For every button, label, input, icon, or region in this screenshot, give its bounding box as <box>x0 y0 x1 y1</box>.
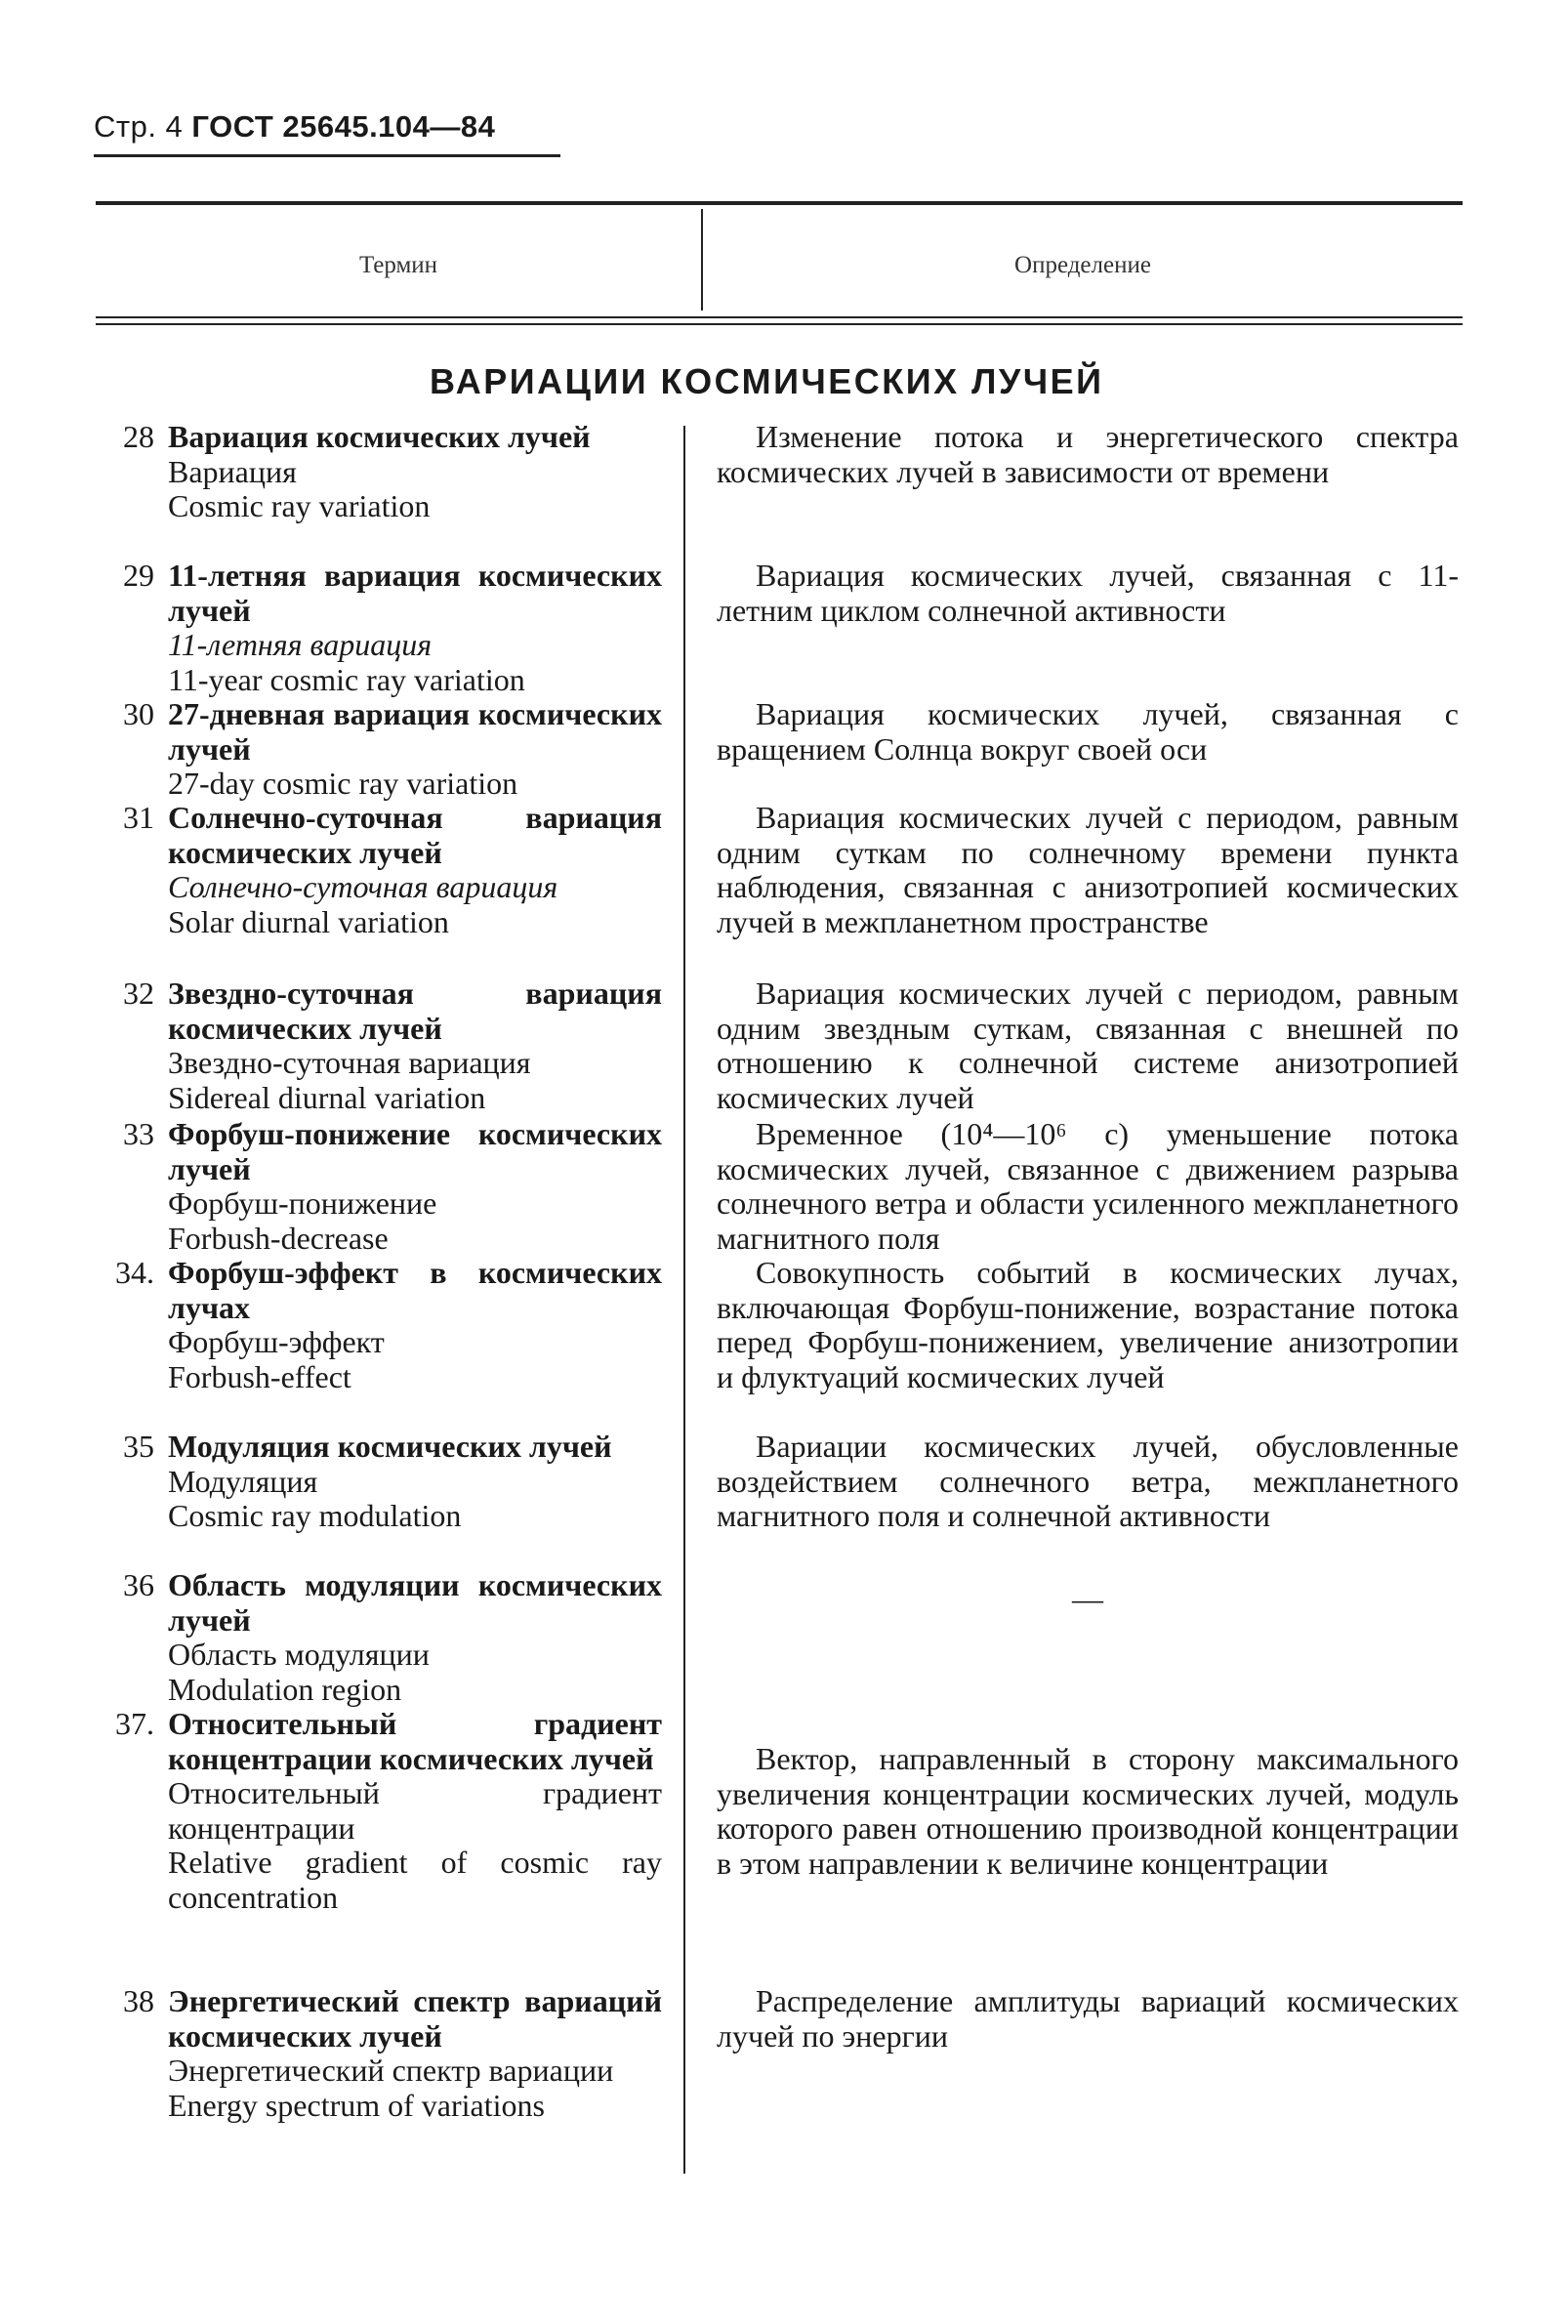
term-number: 36 <box>123 1567 154 1602</box>
term-number: 38 <box>123 1983 154 2018</box>
term-number: 28 <box>123 419 154 454</box>
standard-number: ГОСТ 25645.104—84 <box>191 109 496 144</box>
term-title: Форбуш-эффект в космических лучах <box>168 1255 662 1325</box>
term-short-form: Форбуш-понижение <box>168 1185 437 1221</box>
term-title: Модуляция космических лучей <box>168 1429 612 1464</box>
column-header-term: Термин <box>358 252 438 278</box>
term-entry <box>105 420 662 524</box>
term-english: Solar diurnal variation <box>168 903 449 939</box>
term-entry <box>105 559 662 697</box>
term-title: Вариация космических лучей <box>168 419 591 454</box>
page-header <box>94 109 495 145</box>
term-short-form: Относительный градиент концентрации <box>168 1775 662 1846</box>
term-entry <box>105 1430 662 1534</box>
term-entry <box>105 1117 662 1256</box>
column-divider-body <box>683 426 685 2174</box>
term-definition: Распределение амплитуды вариаций космических лучей по энергии <box>717 1983 1459 2054</box>
term-short-form: Солнечно-суточная вариация <box>168 869 558 904</box>
term-number: 33 <box>123 1116 154 1151</box>
term-short-form: Вариация <box>168 453 297 489</box>
term-english: Cosmic ray modulation <box>168 1498 462 1533</box>
term-english: 27-day cosmic ray variation <box>168 766 518 801</box>
table-header-rule-double <box>96 323 1463 325</box>
term-short-form: Энергетический спектр вариации <box>168 2053 614 2088</box>
term-short-form: Модуляция <box>168 1463 318 1499</box>
term-english: Energy spectrum of variations <box>168 2087 545 2123</box>
term-number: 37. <box>115 1706 154 1741</box>
term-number: 29 <box>123 558 154 593</box>
term-entry <box>105 1256 662 1394</box>
term-title: Звездно-суточная вариация космических лучей <box>168 975 662 1046</box>
term-english: 11-year cosmic ray variation <box>168 661 525 697</box>
term-entry <box>105 1984 662 2123</box>
term-title: 27-дневная вариация космических лучей <box>168 696 662 767</box>
term-title: Относительный градиент концентрации космических лучей <box>168 1706 662 1776</box>
term-definition: Временное (10⁴—10⁶ с) уменьшение потока космических лучей, связанное с движением разрыва солнечного ветра и области усиленного межпланетного магнитного поля <box>717 1116 1459 1256</box>
term-entry <box>105 1568 662 1707</box>
column-header-definition: Определение <box>1014 252 1151 278</box>
term-english: Sidereal diurnal variation <box>168 1079 486 1115</box>
term-entry <box>105 801 662 939</box>
term-title: Энергетический спектр вариаций космических лучей <box>168 1983 662 2054</box>
term-definition: Вариации космических лучей, обусловленные воздействием солнечного ветра, межпланетного магнитного поля и солнечной активности <box>717 1429 1459 1533</box>
header-underline <box>94 154 560 157</box>
term-number: 30 <box>123 696 154 731</box>
term-definition: Вектор, направленный в сторону максимального увеличения концентрации космических лучей, модуль которого равен отношению производной концентрации в этом направлении к величине концентрации <box>717 1741 1459 1881</box>
term-definition: Изменение потока и энергетического спектра космических лучей в зависимости от времени <box>717 419 1459 489</box>
term-english: Forbush-decrease <box>168 1220 389 1256</box>
term-entry <box>105 1707 662 1915</box>
term-number: 32 <box>123 975 154 1011</box>
term-number: 31 <box>123 800 154 835</box>
term-entry <box>105 697 662 802</box>
term-definition: Вариация космических лучей с периодом, равным одним суткам по солнечному времени пункта наблюдения, связанная с анизотропией космических лучей в межпланетном пространстве <box>717 800 1459 939</box>
section-title: ВАРИАЦИИ КОСМИЧЕСКИХ ЛУЧЕЙ <box>430 361 1104 401</box>
term-definition: Вариация космических лучей с периодом, равным одним звездным суткам, связанная с внешней по отношению к солнечной системе анизотропией космических лучей <box>717 975 1459 1115</box>
table-top-rule <box>96 201 1463 205</box>
term-english: Relative gradient of cosmic ray concentration <box>168 1845 662 1915</box>
term-title: Форбуш-понижение космических лучей <box>168 1116 662 1186</box>
term-number: 35 <box>123 1429 154 1464</box>
term-definition-dash: — <box>1072 1581 1103 1616</box>
term-short-form: 11-летняя вариация <box>168 627 433 662</box>
term-number: 34. <box>115 1255 154 1290</box>
term-english: Modulation region <box>168 1671 402 1707</box>
term-entry <box>105 976 662 1115</box>
term-definition: Совокупность событий в космических лучах, включающая Форбуш-понижение, возрастание потока перед Форбуш-понижением, увеличение анизотропии и флуктуаций космических лучей <box>717 1255 1459 1394</box>
term-title: 11-летняя вариация космических лучей <box>168 558 662 628</box>
term-short-form: Форбуш-эффект <box>168 1324 385 1359</box>
page-number: Стр. 4 <box>94 109 184 144</box>
term-english: Cosmic ray variation <box>168 488 431 523</box>
term-english: Forbush-effect <box>168 1358 351 1394</box>
term-definition: Вариация космических лучей, связанная с 11-летним циклом солнечной активности <box>717 558 1459 628</box>
table-header-rule <box>96 316 1463 318</box>
term-title: Солнечно-суточная вариация космических лучей <box>168 800 662 870</box>
term-title: Область модуляции космических лучей <box>168 1567 662 1638</box>
term-short-form: Область модуляции <box>168 1637 430 1672</box>
term-definition: Вариация космических лучей, связанная с вращением Солнца вокруг своей оси <box>717 696 1459 767</box>
term-short-form: Звездно-суточная вариация <box>168 1045 531 1080</box>
